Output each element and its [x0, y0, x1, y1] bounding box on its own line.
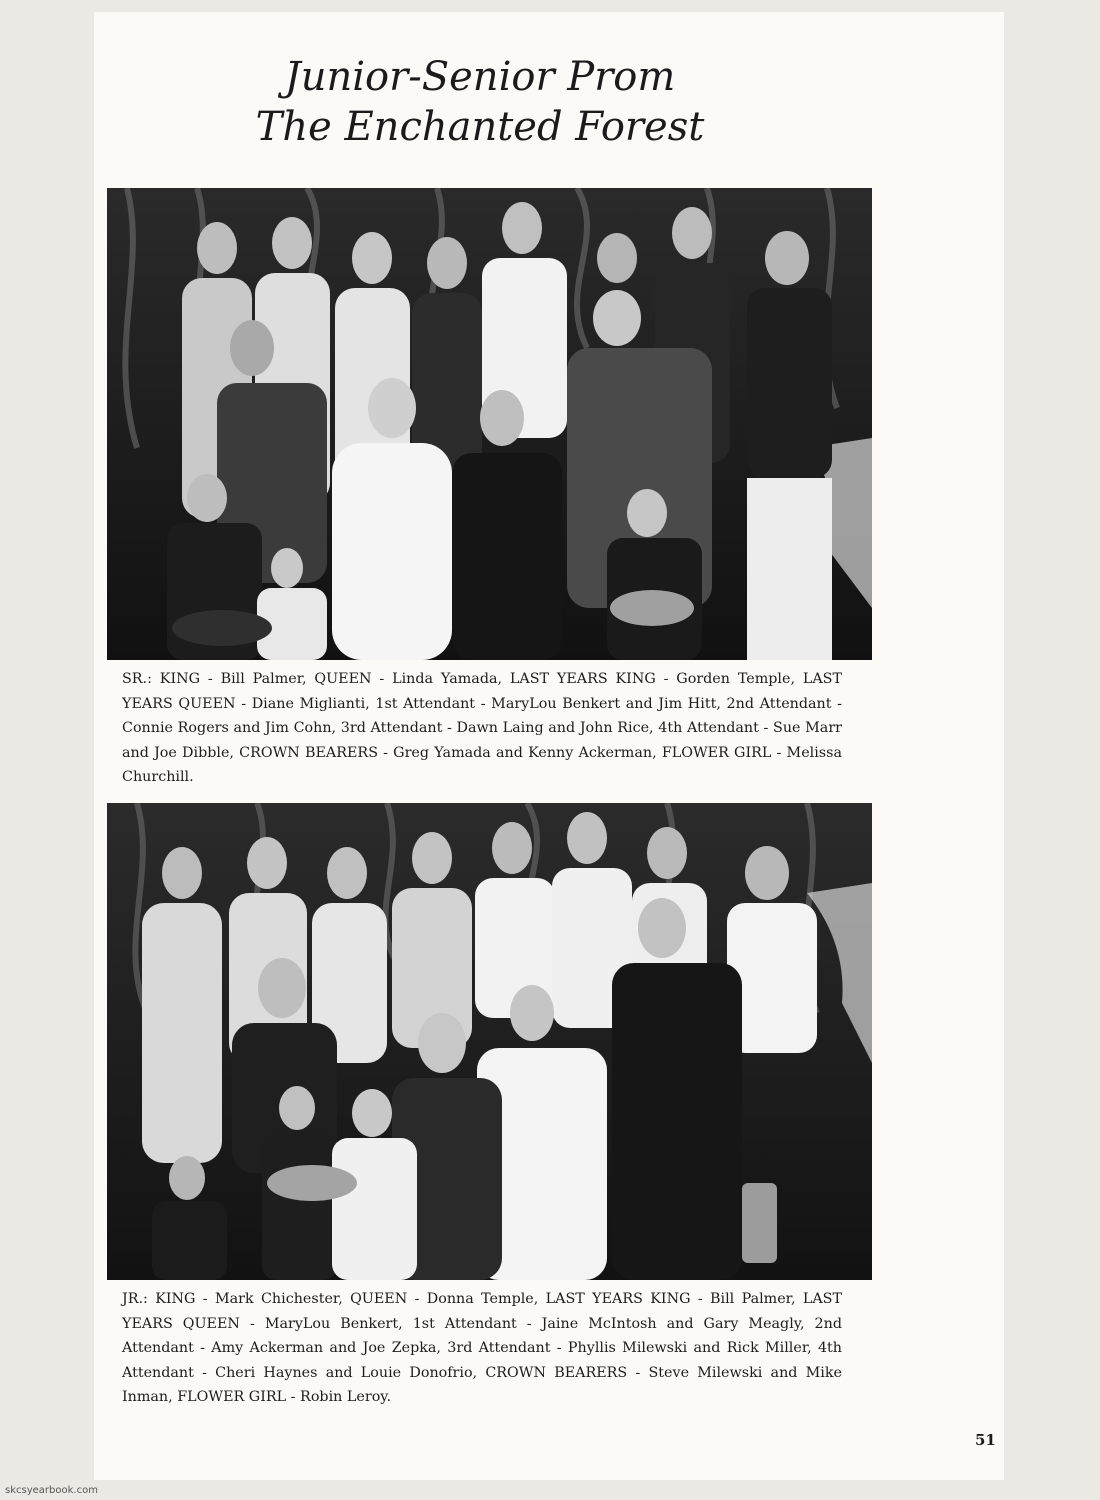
page-title-line-1: Junior-Senior Prom: [284, 54, 676, 100]
senior-court-photo: [107, 188, 872, 660]
page-number: 51: [975, 1431, 996, 1449]
watermark: skcsyearbook.com: [5, 1485, 98, 1496]
junior-caption: JR.: KING - Mark Chichester, QUEEN - Donna Temple, LAST YEARS KING - Bill Palmer, LAST YEARS QUEEN - MaryLou Benkert, 1st Attendant - Jaine McIntosh and Gary Meagly, 2nd Attendant - Amy Ackerman and Joe Zepka, 3rd Attendant - Phyllis Milewski and Rick Miller, 4th Attendant - Cheri Haynes and Louie Donofrio, CROWN BEARERS - Steve Milewski and Mike Inman, FLOWER GIRL - Robin Leroy.: [122, 1291, 842, 1406]
page-title-line-2: The Enchanted Forest: [255, 104, 705, 150]
senior-caption: SR.: KING - Bill Palmer, QUEEN - Linda Yamada, LAST YEARS KING - Gorden Temple, LAST YEARS QUEEN - Diane Miglianti, 1st Attendant - MaryLou Benkert and Jim Hitt, 2nd Attendant - Connie Rogers and Jim Cohn, 3rd Attendant - Dawn Laing and John Rice, 4th Attendant - Sue Marr and Joe Dibble, CROWN BEARERS - Greg Yamada and Kenny Ackerman, FLOWER GIRL - Melissa Churchill.: [122, 671, 842, 786]
page-title: [180, 52, 780, 152]
junior-court-photo: [107, 803, 872, 1280]
